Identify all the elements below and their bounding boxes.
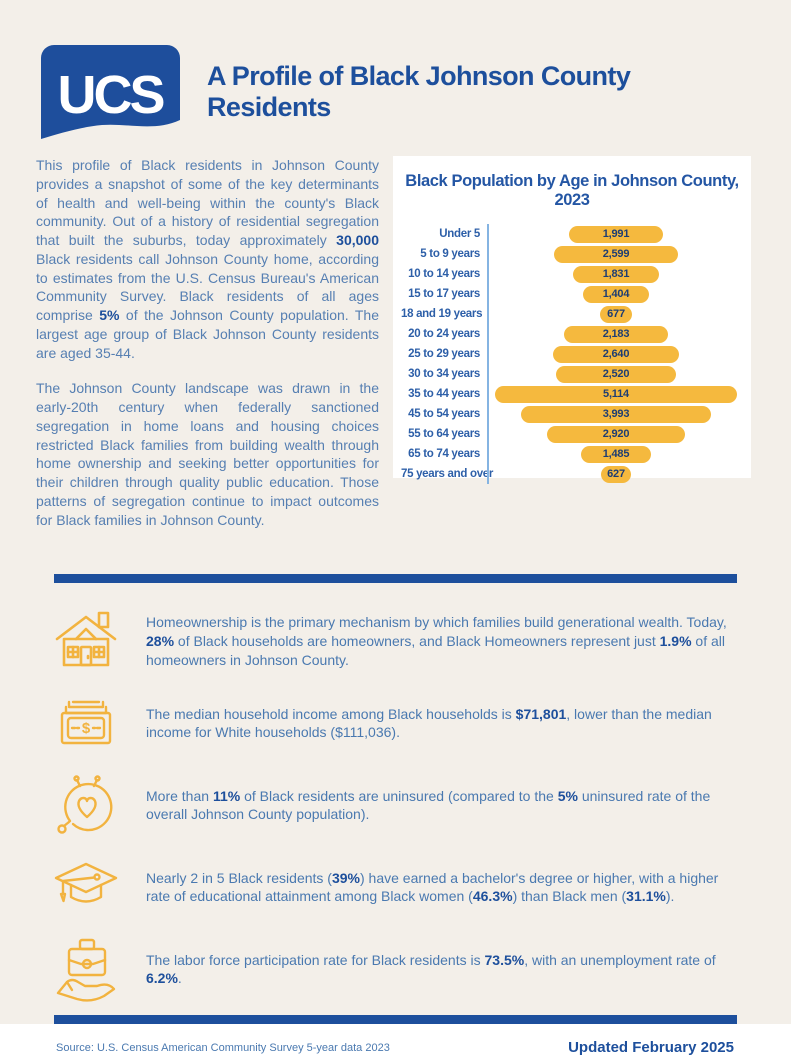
- stat-text-education: Nearly 2 in 5 Black residents (39%) have earned a bachelor's degree or higher, with a higher rate of educational attainment among Black women (46.3%) than Black men (31.1%).: [146, 869, 719, 905]
- ucs-logo: [40, 44, 181, 140]
- chart-bar: 1,831: [573, 266, 660, 283]
- content-row: [0, 140, 791, 546]
- svg-text:$: $: [81, 720, 91, 738]
- chart-bar-area: [487, 264, 743, 284]
- chart-bar-area: [487, 404, 743, 424]
- chart-bar: 1,404: [583, 286, 650, 303]
- chart-row: [401, 444, 743, 464]
- chart-category-label: 25 to 29 years: [408, 348, 480, 360]
- page-title: A Profile of Black Johnson County Residents: [207, 61, 631, 122]
- chart-category-label: 10 to 14 years: [408, 268, 480, 280]
- section-divider-top: [54, 574, 737, 583]
- chart-row: [401, 244, 743, 264]
- chart-row: [401, 284, 743, 304]
- stats-section: [0, 583, 791, 1005]
- chart-bar-area: [487, 464, 743, 484]
- header: [0, 0, 791, 140]
- chart-category-label: 35 to 44 years: [408, 388, 480, 400]
- chart-row: [401, 304, 743, 324]
- stat-row-education: [50, 851, 731, 923]
- updated-date: Updated February 2025: [568, 1039, 734, 1056]
- chart-bar-area: [487, 324, 743, 344]
- intro-paragraph-2: The Johnson County landscape was drawn in the early-20th century when federally sanctioned segregation in home loans and housing choices restricted Black families from building wealth through home ownership and seeking better opportunities for their children through quality public education. Those patterns of segregation continue to impact outcomes for Black families in Johnson County.: [36, 380, 379, 528]
- briefcase-hand-icon: [50, 934, 122, 1004]
- chart-bar: 2,640: [553, 346, 678, 363]
- chart-row: [401, 384, 743, 404]
- chart-bar-area: [487, 364, 743, 384]
- ucs-logo-shape: [40, 44, 181, 140]
- chart-category-label: 30 to 34 years: [408, 368, 480, 380]
- chart-bar-area: [487, 444, 743, 464]
- stat-text-homeownership: Homeownership is the primary mechanism by which families build generational wealth. Today, 28% of Black households are homeowners, and Black Homeowners represent just 1.9% of all homeowners in Johnson County.: [146, 614, 727, 668]
- money-icon: [50, 688, 122, 758]
- chart-bar: 3,993: [521, 406, 710, 423]
- chart-row: [401, 224, 743, 244]
- chart-category-label: 75 years and over: [401, 468, 494, 480]
- stat-text-income: The median household income among Black households is $71,801, lower than the median income for White households ($111,036).: [146, 705, 712, 741]
- chart-row: [401, 324, 743, 344]
- chart-bar: 627: [601, 466, 631, 483]
- stat-row-labor: [50, 933, 731, 1005]
- section-divider-bottom: [54, 1015, 737, 1024]
- chart-row: [401, 264, 743, 284]
- chart-bar-area: [487, 384, 743, 404]
- chart-category-label: Under 5: [439, 228, 480, 240]
- chart-category-label: 20 to 24 years: [408, 328, 480, 340]
- chart-category-label: 15 to 17 years: [408, 288, 480, 300]
- chart-bar: 1,991: [569, 226, 663, 243]
- chart-bar-area: [487, 284, 743, 304]
- chart-bar: 2,183: [564, 326, 668, 343]
- chart-row: [401, 464, 743, 484]
- stat-text-labor: The labor force participation rate for Black residents is 73.5%, with an unemployment rate of 6.2%.: [146, 951, 716, 987]
- graduation-cap-icon: [50, 852, 122, 922]
- chart-row: [401, 364, 743, 384]
- chart-bar: 2,920: [547, 426, 686, 443]
- source-note: Source: U.S. Census American Community Survey 5-year data 2023: [56, 1041, 390, 1054]
- chart-category-label: 18 and 19 years: [401, 308, 483, 320]
- stat-row-income: [50, 687, 731, 759]
- chart-bar: 677: [600, 306, 632, 323]
- chart-category-label: 65 to 74 years: [408, 448, 480, 460]
- chart-bar-area: [487, 244, 743, 264]
- chart-bar: 2,599: [554, 246, 677, 263]
- chart-bar: 2,520: [556, 366, 676, 383]
- chart-title: Black Population by Age in Johnson County, 2023: [405, 172, 739, 209]
- chart-row: [401, 344, 743, 364]
- chart-bar-area: [487, 224, 743, 244]
- chart-bar-area: [487, 304, 743, 324]
- chart-row: [401, 424, 743, 444]
- chart-rows: [401, 224, 743, 484]
- chart-category-label: 45 to 54 years: [408, 408, 480, 420]
- intro-paragraph-1: This profile of Black residents in Johnson County provides a snapshot of some of the key determinants of health and well-being within the county's Black community. Out of a history of residential segregation that built the suburbs, today approximately 30,000 Black residents call Johnson County home, according to estimates from the U.S. Census Bureau's American Community Survey. Black residents of all ages comprise 5% of the Johnson County population. The largest age group of Black Johnson County residents are aged 35-44.: [36, 157, 379, 361]
- chart-bar: 1,485: [581, 446, 651, 463]
- house-icon: [50, 606, 122, 676]
- chart-bar: 5,114: [495, 386, 738, 403]
- footer: [0, 1024, 791, 1056]
- chart-category-label: 5 to 9 years: [420, 248, 480, 260]
- chart-bar-area: [487, 424, 743, 444]
- age-chart-panel: [393, 156, 751, 478]
- intro-column: [36, 156, 383, 546]
- chart-category-label: 55 to 64 years: [408, 428, 480, 440]
- stethoscope-heart-icon: [50, 770, 122, 840]
- chart-row: [401, 404, 743, 424]
- stat-text-insurance: More than 11% of Black residents are uninsured (compared to the 5% uninsured rate of the overall Johnson County population).: [146, 787, 711, 823]
- stat-row-insurance: [50, 769, 731, 841]
- chart-bar-area: [487, 344, 743, 364]
- ucs-logo-text: UCS: [57, 65, 163, 125]
- stat-row-homeownership: [50, 605, 731, 677]
